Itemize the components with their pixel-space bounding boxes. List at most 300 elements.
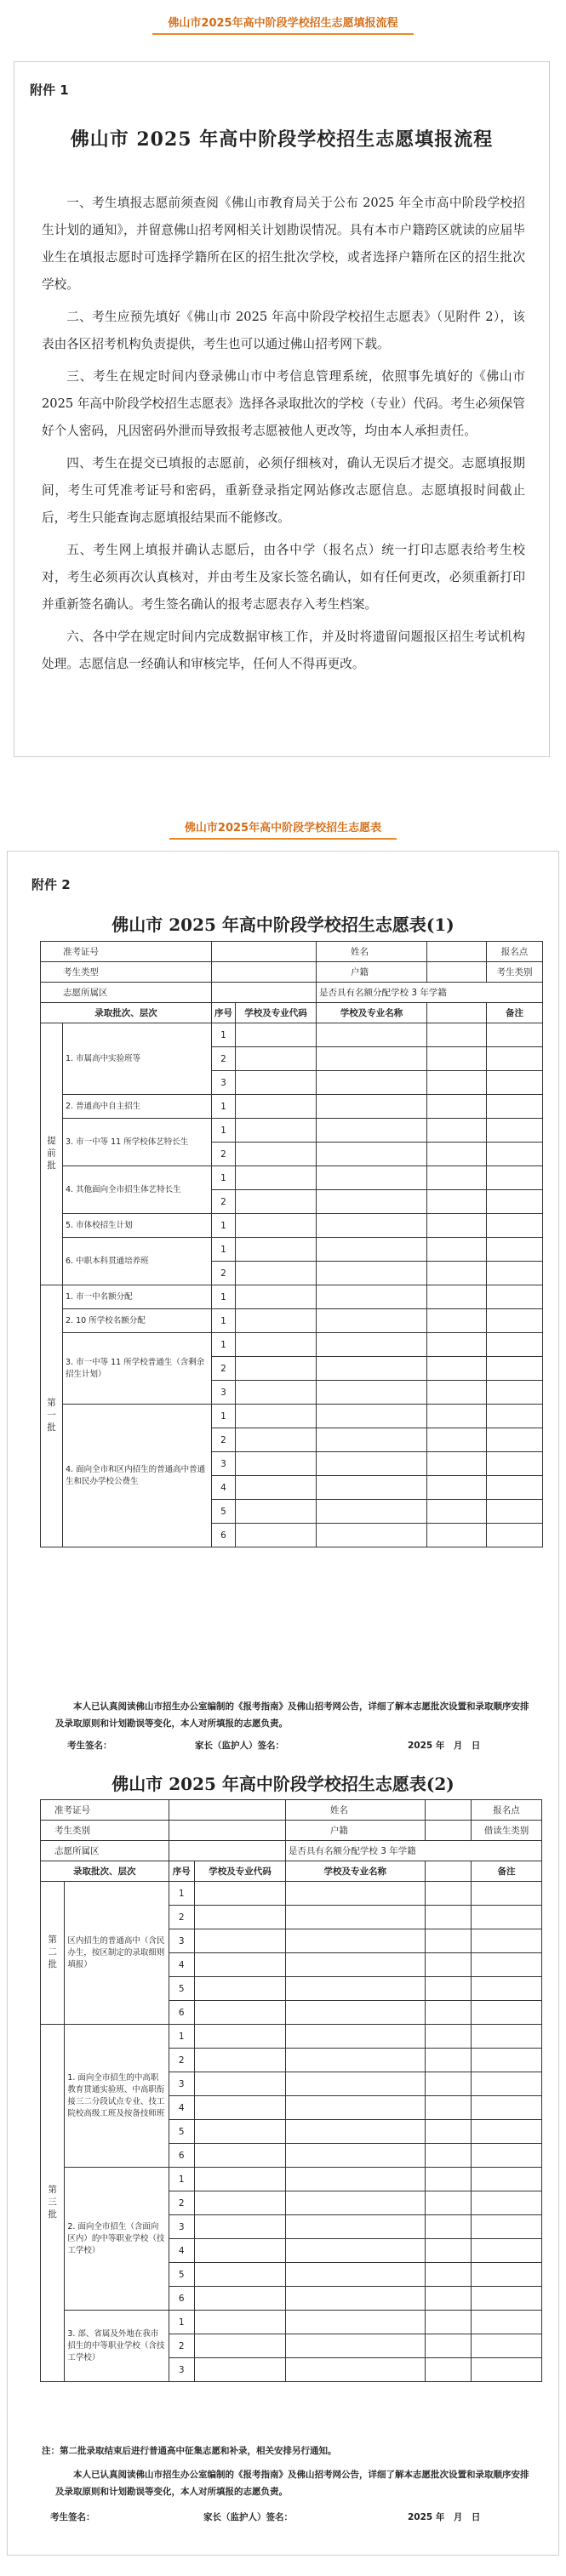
banner-procedure-text: 佛山市2025年高中阶段学校招生志愿填报流程 [152, 12, 413, 35]
hukou-label: 户籍 [285, 1821, 425, 1841]
procedure-title: 佛山市 2025 年高中阶段学校招生志愿填报流程 [70, 128, 494, 151]
seq-cell: 6 [169, 2287, 195, 2311]
remark-cell [472, 1882, 542, 1906]
batch-item-label: 4. 面向全市和区内招生的普通高中普通生和民办学校公费生 [63, 1405, 212, 1547]
seq-cell: 2 [212, 1143, 236, 1166]
district-label: 志愿所属区 [41, 983, 212, 1003]
seq-cell: 1 [212, 1214, 236, 1238]
batch-group-label [41, 1023, 63, 1285]
seq-cell: 3 [169, 1929, 195, 1953]
code-cell [195, 2358, 286, 2382]
school-ext-cell [427, 1309, 487, 1333]
exam-no-value [212, 942, 317, 962]
seq-cell: 1 [212, 1285, 236, 1309]
table-row [41, 1023, 543, 1047]
exam-no-value [169, 1800, 285, 1821]
quota-label: 是否具有名额分配学校 3 年学籍 [317, 983, 543, 1003]
batch-group-label [41, 2025, 65, 2382]
form1-rows [41, 1023, 543, 1547]
district-label: 志愿所属区 [41, 1841, 169, 1861]
type-value [212, 962, 317, 983]
seq-cell: 1 [212, 1333, 236, 1357]
school-cell [317, 1500, 427, 1524]
seq-cell: 1 [212, 1095, 236, 1119]
attachment-2-label: 附件 2 [31, 877, 71, 892]
batch-item-label: 1. 市属高中实验班等 [63, 1023, 212, 1095]
code-cell [195, 2168, 286, 2191]
parent-signature-label: 家长（监护人）签名： [195, 1741, 284, 1751]
school-cell [317, 1023, 427, 1047]
code-cell [195, 2096, 286, 2120]
procedure-body [42, 190, 525, 683]
remark-cell [472, 1977, 542, 2001]
date-label: 2025 年 月 日 [408, 1741, 481, 1751]
school-cell [285, 2072, 425, 2096]
school-cell [317, 1143, 427, 1166]
school-cell [285, 2168, 425, 2191]
code-cell [195, 2144, 286, 2168]
school-ext-cell [425, 2072, 472, 2096]
paragraph: 四、考生在提交已填报的志愿前，必须仔细核对，确认无误后才提交。志愿填报期间，考生可凭准考证号和密码，重新登录指定网站修改志愿信息。志愿填报时间截止后，考生只能查询志愿填报结果而不能修改。 [42, 456, 525, 525]
code-cell [195, 1906, 286, 1929]
school-ext-cell [427, 1214, 487, 1238]
code-cell [195, 1953, 286, 1977]
table-row [41, 1166, 543, 1190]
table-row [41, 1238, 543, 1262]
code-cell [236, 1166, 317, 1190]
school-cell [317, 1238, 427, 1262]
district-value [169, 1841, 285, 1861]
school-ext-cell [427, 1190, 487, 1214]
code-cell [236, 1023, 317, 1047]
school-ext-cell [427, 1285, 487, 1309]
school-cell [285, 2096, 425, 2120]
seq-cell: 1 [212, 1166, 236, 1190]
code-cell [236, 1309, 317, 1333]
school-cell [317, 1476, 427, 1500]
name-label: 姓名 [285, 1800, 425, 1821]
school-ext-cell [425, 2239, 472, 2263]
form2-rows [41, 1882, 542, 2382]
remark-cell [487, 1500, 543, 1524]
remark-cell [472, 2120, 542, 2144]
hukou-value [425, 1821, 472, 1841]
parent-signature-label: 家长（监护人）签名： [203, 2512, 293, 2522]
school-ext-cell [427, 1071, 487, 1095]
exam-no-label: 准考证号 [41, 942, 212, 962]
school-ext-cell [427, 1095, 487, 1119]
attachment-1-label: 附件 1 [30, 83, 69, 98]
school-cell [285, 2049, 425, 2072]
remark-cell [487, 1381, 543, 1405]
col-school: 学校及专业名称 [317, 1003, 427, 1023]
batch-item-label: 6. 中职本科贯通培养班 [63, 1238, 212, 1285]
code-cell [236, 1476, 317, 1500]
school-ext-cell [425, 1953, 472, 1977]
school-ext-cell [427, 1524, 487, 1547]
school-ext-cell [427, 1119, 487, 1143]
seq-cell: 6 [169, 2144, 195, 2168]
remark-cell [487, 1023, 543, 1047]
code-cell [236, 1190, 317, 1214]
school-ext-cell [427, 1381, 487, 1405]
school-ext-cell [425, 2263, 472, 2287]
batch-group-text: 提前批 [46, 1135, 56, 1173]
school-ext-cell [425, 2096, 472, 2120]
code-cell [236, 1381, 317, 1405]
remark-cell [487, 1452, 543, 1476]
seq-cell: 5 [169, 1977, 195, 2001]
remark-cell [487, 1143, 543, 1166]
school-cell [285, 1906, 425, 1929]
col-seq: 序号 [169, 1861, 195, 1882]
school-ext-cell [425, 2191, 472, 2215]
school-ext-cell [427, 1023, 487, 1047]
seq-cell: 1 [212, 1023, 236, 1047]
code-cell [236, 1238, 317, 1262]
code-cell [195, 2263, 286, 2287]
category2-label: 借读生类别 [472, 1821, 542, 1841]
code-cell [195, 2239, 286, 2263]
school-cell [317, 1524, 427, 1547]
school-ext-cell [425, 2144, 472, 2168]
code-cell [236, 1428, 317, 1452]
district-value [212, 983, 317, 1003]
seq-cell: 3 [169, 2358, 195, 2382]
remark-cell [472, 2263, 542, 2287]
school-ext-cell [425, 2358, 472, 2382]
table-row [41, 1309, 543, 1333]
code-cell [236, 1452, 317, 1476]
name-value [425, 1800, 472, 1821]
school-ext-cell [425, 2334, 472, 2358]
seq-cell: 4 [169, 2239, 195, 2263]
seq-cell: 2 [212, 1190, 236, 1214]
name-label: 姓名 [317, 942, 427, 962]
remark-cell [472, 2025, 542, 2049]
school-cell [317, 1262, 427, 1285]
school-cell [317, 1333, 427, 1357]
school-cell [317, 1381, 427, 1405]
paragraph: 三、考生在规定时间内登录佛山市中考信息管理系统，依照事先填好的《佛山市 2025 年高中阶段学校招生志愿表》选择各录取批次的学校（专业）代码。考生必须保管好个人密码，凡因密码外泄而导致报考志愿被他人更改等，均由本人承担责任。 [42, 369, 525, 438]
seq-cell: 1 [169, 2168, 195, 2191]
school-cell [285, 2287, 425, 2311]
code-cell [195, 2334, 286, 2358]
school-cell [285, 2358, 425, 2382]
banner-procedure [0, 12, 566, 32]
col-seq: 序号 [212, 1003, 236, 1023]
table-row [41, 1333, 543, 1357]
paragraph: 二、考生应预先填好《佛山市 2025 年高中阶段学校招生志愿表》（见附件 2），该表由各区招考机构负责提供，考生也可以通过佛山招考网下载。 [42, 310, 525, 351]
seq-cell: 3 [212, 1452, 236, 1476]
remark-cell [472, 2239, 542, 2263]
seq-cell: 4 [169, 2096, 195, 2120]
seq-cell: 2 [169, 1906, 195, 1929]
remark-cell [472, 2311, 542, 2334]
banner-form-text: 佛山市2025年高中阶段学校招生志愿表 [169, 817, 397, 840]
hukou-label: 户籍 [317, 962, 427, 983]
school-cell [285, 2334, 425, 2358]
school-cell [285, 1977, 425, 2001]
remark-cell [472, 1953, 542, 1977]
application-form-document [7, 851, 559, 2556]
school-ext-cell [425, 2120, 472, 2144]
paragraph: 五、考生网上填报并确认志愿后，由各中学（报名点）统一打印志愿表给考生校对，考生必须再次认真核对，并由考生及家长签名确认，如有任何更改，必须重新打印并重新签名确认。考生签名确认的报考志愿表存入考生档案。 [42, 543, 525, 612]
col-batch: 录取批次、层次 [41, 1861, 169, 1882]
remark-cell [487, 1262, 543, 1285]
school-ext-cell [425, 2049, 472, 2072]
exam-no-label: 准考证号 [41, 1800, 169, 1821]
school-cell [285, 2263, 425, 2287]
school-ext-cell [425, 1906, 472, 1929]
school-ext-cell [427, 1333, 487, 1357]
seq-cell: 2 [212, 1357, 236, 1381]
seq-cell: 2 [169, 2049, 195, 2072]
seq-cell: 1 [212, 1405, 236, 1428]
remark-cell [472, 1929, 542, 1953]
code-cell [236, 1119, 317, 1143]
code-cell [236, 1262, 317, 1285]
school-cell [317, 1452, 427, 1476]
seq-cell: 1 [169, 1882, 195, 1906]
school-cell [317, 1047, 427, 1071]
batch-item-label: 1. 市一中名额分配 [63, 1285, 212, 1309]
code-cell [236, 1357, 317, 1381]
form1-table [40, 941, 543, 1547]
school-cell [285, 2215, 425, 2239]
code-cell [195, 2001, 286, 2025]
batch-item-label: 2. 面向全市招生（含面向区内）的中等职业学校（技工学校） [65, 2168, 169, 2311]
school-ext-cell [425, 2215, 472, 2239]
code-cell [236, 1095, 317, 1119]
seq-cell: 2 [212, 1262, 236, 1285]
code-cell [195, 2191, 286, 2215]
batch-group-label [41, 1285, 63, 1547]
remark-cell [487, 1166, 543, 1190]
col-school-ext [425, 1861, 472, 1882]
school-cell [317, 1285, 427, 1309]
form2-declaration: 本人已认真阅读佛山市招生办公室编制的《报考指南》及佛山招考网公告，详细了解本志愿批次设置和录取顺序安排及录取原则和计划勘误等变化，本人对所填报的志愿负责。 [55, 2470, 529, 2497]
seq-cell: 2 [169, 2191, 195, 2215]
seq-cell: 1 [212, 1238, 236, 1262]
batch-item-label: 2. 10 所学校名额分配 [63, 1309, 212, 1333]
paragraph: 六、各中学在规定时间内完成数据审核工作，并及时将遗留问题报区招生考试机构处理。志愿信息一经确认和审核完毕，任何人不得再更改。 [42, 630, 525, 671]
batch-item-label: 3. 部、省属及外地在我市招生的中等职业学校（含技工学校） [65, 2311, 169, 2382]
seq-cell: 4 [212, 1476, 236, 1500]
code-cell [236, 1071, 317, 1095]
school-ext-cell [425, 2287, 472, 2311]
school-ext-cell [427, 1405, 487, 1428]
remark-cell [472, 2358, 542, 2382]
seq-cell: 3 [169, 2215, 195, 2239]
code-cell [195, 2049, 286, 2072]
seq-cell: 1 [169, 2025, 195, 2049]
batch-item-label: 2. 普通高中自主招生 [63, 1095, 212, 1119]
school-cell [285, 2311, 425, 2334]
school-ext-cell [427, 1143, 487, 1166]
code-cell [195, 1977, 286, 2001]
student-signature-label: 考生签名： [50, 2512, 95, 2522]
seq-cell: 2 [212, 1428, 236, 1452]
school-cell [317, 1119, 427, 1143]
code-cell [236, 1405, 317, 1428]
batch-item-label: 4. 其他面向全市招生体艺特长生 [63, 1166, 212, 1214]
school-cell [285, 1929, 425, 1953]
code-cell [195, 2311, 286, 2334]
remark-cell [487, 1357, 543, 1381]
school-cell [317, 1095, 427, 1119]
col-code: 学校及专业代码 [236, 1003, 317, 1023]
table-row [41, 1405, 543, 1428]
code-cell [195, 2120, 286, 2144]
remark-cell [487, 1119, 543, 1143]
remark-cell [487, 1309, 543, 1333]
code-cell [195, 2215, 286, 2239]
school-ext-cell [427, 1166, 487, 1190]
banner-form [0, 817, 566, 840]
col-batch: 录取批次、层次 [41, 1003, 212, 1023]
seq-cell: 2 [169, 2334, 195, 2358]
seq-cell: 3 [169, 2072, 195, 2096]
remark-cell [472, 2144, 542, 2168]
form2-title: 佛山市 2025 年高中阶段学校招生志愿表(2) [111, 1774, 455, 1794]
seq-cell: 4 [169, 1953, 195, 1977]
code-cell [195, 2025, 286, 2049]
batch-group-text: 第三批 [47, 2184, 58, 2222]
seq-cell: 6 [212, 1524, 236, 1547]
col-remark: 备注 [472, 1861, 542, 1882]
code-cell [236, 1524, 317, 1547]
school-cell [317, 1166, 427, 1190]
category-label: 考生类别 [41, 1821, 169, 1841]
code-cell [195, 2072, 286, 2096]
remark-cell [487, 1285, 543, 1309]
remark-cell [472, 2096, 542, 2120]
student-signature-label: 考生签名： [67, 1741, 112, 1751]
seq-cell: 5 [169, 2120, 195, 2144]
seq-cell: 3 [212, 1071, 236, 1095]
batch-group-label [41, 1882, 65, 2025]
school-cell [285, 1882, 425, 1906]
code-cell [195, 2287, 286, 2311]
remark-cell [487, 1476, 543, 1500]
remark-cell [472, 2072, 542, 2096]
batch-group-text: 第一批 [46, 1397, 56, 1435]
remark-cell [472, 2168, 542, 2191]
school-ext-cell [425, 1882, 472, 1906]
batch-item-label: 3. 市一中等 11 所学校体艺特长生 [63, 1119, 212, 1166]
remark-cell [472, 2049, 542, 2072]
school-ext-cell [427, 1500, 487, 1524]
school-ext-cell [427, 1357, 487, 1381]
remark-cell [487, 1238, 543, 1262]
seq-cell: 5 [212, 1500, 236, 1524]
remark-cell [487, 1095, 543, 1119]
remark-cell [472, 2191, 542, 2215]
remark-cell [487, 1190, 543, 1214]
school-ext-cell [425, 1977, 472, 2001]
hukou-value [427, 962, 487, 983]
school-ext-cell [425, 2025, 472, 2049]
seq-cell: 6 [169, 2001, 195, 2025]
school-cell [317, 1428, 427, 1452]
school-cell [317, 1214, 427, 1238]
table-row [41, 2025, 542, 2049]
remark-cell [472, 2287, 542, 2311]
school-ext-cell [427, 1262, 487, 1285]
code-cell [236, 1285, 317, 1309]
school-cell [285, 2144, 425, 2168]
remark-cell [487, 1047, 543, 1071]
remark-cell [487, 1333, 543, 1357]
school-ext-cell [425, 2001, 472, 2025]
col-remark: 备注 [487, 1003, 543, 1023]
table-row [41, 2311, 542, 2334]
school-cell [317, 1309, 427, 1333]
form1-title: 佛山市 2025 年高中阶段学校招生志愿表(1) [111, 915, 455, 935]
school-cell [317, 1071, 427, 1095]
remark-cell [472, 2215, 542, 2239]
code-cell [195, 1929, 286, 1953]
seq-cell: 1 [212, 1309, 236, 1333]
procedure-document [14, 61, 550, 757]
school-ext-cell [427, 1476, 487, 1500]
remark-cell [487, 1071, 543, 1095]
col-school-ext [427, 1003, 487, 1023]
table-row [41, 1095, 543, 1119]
table-row [41, 1285, 543, 1309]
school-cell [285, 1953, 425, 1977]
seq-cell: 1 [169, 2311, 195, 2334]
form2-footnote: 注：第二批录取结束后进行普通高中征集志愿和补录，相关安排另行通知。 [42, 2446, 337, 2456]
school-ext-cell [427, 1047, 487, 1071]
remark-cell [487, 1214, 543, 1238]
seq-cell: 3 [212, 1381, 236, 1405]
batch-item-label: 5. 市体校招生计划 [63, 1214, 212, 1238]
col-code: 学校及专业代码 [195, 1861, 286, 1882]
school-cell [285, 2120, 425, 2144]
remark-cell [487, 1405, 543, 1428]
school-cell [317, 1190, 427, 1214]
table-row [41, 1882, 542, 1906]
name-value [427, 942, 487, 962]
school-cell [285, 2001, 425, 2025]
batch-item-label: 3. 市一中等 11 所学校普通生（含剩余招生计划） [63, 1333, 212, 1405]
paragraph: 一、考生填报志愿前须查阅《佛山市教育局关于公布 2025 年全市高中阶段学校招生计划的通知》，并留意佛山招考网相关计划勘误情况。具有本市户籍跨区就读的应届毕业生在填报志愿时可选择学籍所在区的招生批次学校，或者选择户籍所在区的招生批次学校。 [42, 196, 525, 292]
category-value [169, 1821, 285, 1841]
code-cell [236, 1333, 317, 1357]
seq-cell: 2 [212, 1047, 236, 1071]
quota-label: 是否具有名额分配学校 3 年学籍 [285, 1841, 541, 1861]
school-ext-cell [425, 2311, 472, 2334]
date-label: 2025 年 月 日 [408, 2512, 481, 2522]
school-ext-cell [427, 1238, 487, 1262]
batch-group-text: 第二批 [47, 1934, 58, 1972]
type-label: 考生类型 [41, 962, 212, 983]
remark-cell [487, 1428, 543, 1452]
school-ext-cell [425, 1929, 472, 1953]
table-row [41, 2168, 542, 2191]
code-cell [195, 1882, 286, 1906]
form2-table [40, 1799, 542, 2382]
seq-cell: 1 [212, 1119, 236, 1143]
school-cell [285, 2025, 425, 2049]
batch-item-label: 1. 面向全市招生的中高职教育贯通实验班、中高职衔接三二分段试点专业、技工院校高级工班及按备技师班 [65, 2025, 169, 2168]
table-row [41, 1119, 543, 1143]
school-ext-cell [427, 1452, 487, 1476]
school-ext-cell [427, 1428, 487, 1452]
remark-cell [472, 1906, 542, 1929]
